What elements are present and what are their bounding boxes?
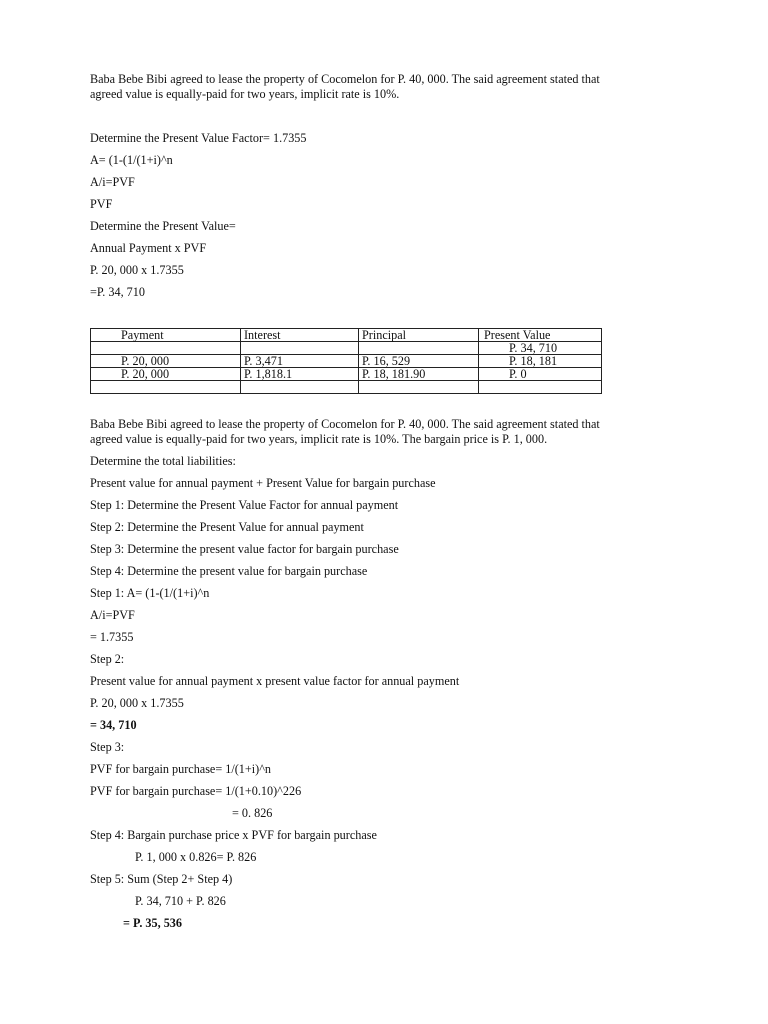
step4-formula: Step 4: Bargain purchase price x PVF for bargain purchase: [90, 828, 377, 842]
cell-principal: P. 18, 181.90: [359, 368, 479, 381]
step5-calc: P. 34, 710 + P. 826: [135, 894, 226, 908]
header-principal: Principal: [359, 329, 479, 342]
cell-interest: [241, 381, 359, 394]
header-interest: Interest: [241, 329, 359, 342]
cell-present-value: P. 0: [479, 368, 602, 381]
header-present-value: Present Value: [479, 329, 602, 342]
pv-formula: Annual Payment x PVF: [90, 241, 207, 255]
step4-calc: P. 1, 000 x 0.826= P. 826: [135, 850, 257, 864]
table-row: [91, 355, 602, 368]
cell-present-value: P. 34, 710: [479, 342, 602, 355]
step5-result: = P. 35, 536: [123, 916, 182, 930]
step2-label: Step 2:: [90, 652, 125, 666]
problem2-text-line1: Baba Bebe Bibi agreed to lease the property of Cocomelon for P. 40, 000. The said agreement stated that: [90, 417, 600, 431]
table-row: [91, 342, 602, 355]
formula-a: A= (1-(1/(1+i)^n: [90, 153, 173, 167]
step1-description: Step 1: Determine the Present Value Factor for annual payment: [90, 498, 399, 512]
step2-result: = 34, 710: [90, 718, 137, 732]
step4-description: Step 4: Determine the present value for bargain purchase: [90, 564, 368, 578]
step1-formula: Step 1: A= (1-(1/(1+i)^n: [90, 586, 210, 600]
cell-principal: P. 16, 529: [359, 355, 479, 368]
cell-interest: P. 1,818.1: [241, 368, 359, 381]
cell-payment: P. 20, 000: [91, 355, 241, 368]
pv-heading: Determine the Present Value=: [90, 219, 236, 233]
step1-ai: A/i=PVF: [90, 608, 135, 622]
step5-formula: Step 5: Sum (Step 2+ Step 4): [90, 872, 233, 886]
amortization-table: [90, 328, 602, 394]
cell-payment: P. 20, 000: [91, 368, 241, 381]
cell-principal: [359, 342, 479, 355]
step2-formula: Present value for annual payment x present value factor for annual payment: [90, 674, 460, 688]
cell-principal: [359, 381, 479, 394]
problem1-text-line1: Baba Bebe Bibi agreed to lease the property of Cocomelon for P. 40, 000. The said agreement stated that: [90, 72, 600, 86]
step3-calc: PVF for bargain purchase= 1/(1+0.10)^226: [90, 784, 302, 798]
pv-result: =P. 34, 710: [90, 285, 145, 299]
cell-interest: [241, 342, 359, 355]
table-row: [91, 368, 602, 381]
table-row: [91, 381, 602, 394]
step3-result: = 0. 826: [232, 806, 273, 820]
step2-description: Step 2: Determine the Present Value for annual payment: [90, 520, 364, 534]
step3-description: Step 3: Determine the present value factor for bargain purchase: [90, 542, 399, 556]
cell-present-value: [479, 381, 602, 394]
step3-label: Step 3:: [90, 740, 125, 754]
header-payment: Payment: [91, 329, 241, 342]
table-header-row: [91, 329, 602, 342]
cell-interest: P. 3,471: [241, 355, 359, 368]
step1-result: = 1.7355: [90, 630, 134, 644]
step3-formula: PVF for bargain purchase= 1/(1+i)^n: [90, 762, 272, 776]
pv-calc: P. 20, 000 x 1.7355: [90, 263, 184, 277]
problem2-text-line2: agreed value is equally-paid for two years, implicit rate is 10%. The bargain price is P. 1, 000.: [90, 432, 548, 446]
liabilities-formula: Present value for annual payment + Present Value for bargain purchase: [90, 476, 436, 490]
liabilities-heading: Determine the total liabilities:: [90, 454, 236, 468]
pvf-heading: Determine the Present Value Factor= 1.7355: [90, 131, 307, 145]
formula-ai: A/i=PVF: [90, 175, 135, 189]
step2-calc: P. 20, 000 x 1.7355: [90, 696, 184, 710]
cell-present-value: P. 18, 181: [479, 355, 602, 368]
cell-payment: [91, 342, 241, 355]
problem1-text-line2: agreed value is equally-paid for two years, implicit rate is 10%.: [90, 87, 400, 101]
cell-payment: [91, 381, 241, 394]
pvf-label: PVF: [90, 197, 113, 211]
